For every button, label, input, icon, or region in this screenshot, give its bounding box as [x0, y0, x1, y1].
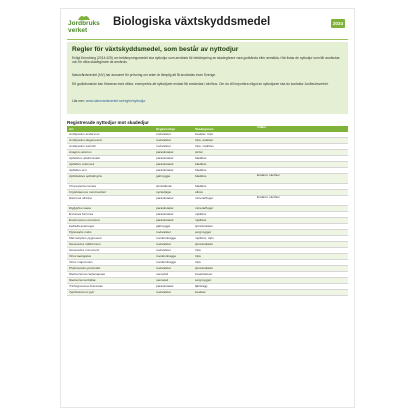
cell-skadegorare: bladlöss: [195, 174, 207, 178]
cell-organismtyp: rovkvalster: [156, 290, 171, 294]
cell-skadegorare: minerarflugor: [195, 206, 214, 210]
intro-box: [67, 42, 348, 114]
read-more-link[interactable]: www.naturvardsverket.se/regler/nyttodjur: [85, 99, 146, 103]
year-badge: 2024: [332, 21, 344, 26]
cell-organismtyp: gallmygga: [156, 174, 171, 178]
cell-organismtyp: rovkvalster: [156, 144, 171, 148]
cell-skadegorare: stritar: [195, 150, 203, 154]
cell-organismtyp: gallmygga: [156, 224, 171, 228]
cell-art: Amblyseius swirskii: [69, 144, 96, 148]
cell-skadegorare: trips: [195, 260, 201, 264]
cell-skadegorare: mjöllöss: [195, 218, 207, 222]
nyttodjur-table: [67, 126, 348, 296]
cell-organismtyp: nematod: [156, 272, 169, 276]
cell-organismtyp: rovkvalster: [156, 266, 171, 270]
cell-organismtyp: rovkvalster: [156, 242, 171, 246]
cell-art: Aphelinus abdominalis: [69, 156, 100, 160]
cell-organismtyp: stinkslända: [156, 184, 172, 188]
cell-art: Feltiella acarisuga: [69, 224, 94, 228]
header-cell-art: Art: [69, 127, 74, 131]
cell-villkor: Endast i växthus: [257, 196, 280, 199]
cell-art: Amblyseius andersoni: [69, 132, 100, 136]
cell-art: Amblyseius degenerans: [69, 138, 103, 142]
cell-organismtyp: parasitstekel: [156, 162, 174, 166]
cell-organismtyp: parasitstekel: [156, 218, 174, 222]
cell-organismtyp: nematod: [156, 278, 169, 282]
logo-line-2: verket: [68, 26, 88, 34]
cell-skadegorare: mjöllöss, trips: [195, 236, 214, 240]
cell-organismtyp: rovskinnbagge: [156, 254, 177, 258]
cell-skadegorare: spinnkvalster: [195, 224, 214, 228]
cell-skadegorare: mjöllöss: [195, 212, 207, 216]
cell-skadegorare: kvalster: [195, 290, 206, 294]
table-title: Registrerade nyttodjur mot skadedjur: [67, 120, 149, 125]
table-body: [67, 132, 348, 296]
cell-organismtyp: parasitstekel: [156, 150, 174, 154]
cell-art: Orius majusculus: [69, 260, 93, 264]
table-row: [67, 196, 348, 206]
cell-art: Neoseiulus cucumeris: [69, 248, 100, 252]
cell-villkor: Endast i växthus: [257, 174, 280, 177]
cell-skadegorare: bladlöss: [195, 162, 207, 166]
cell-art: Typhlodromus pyri: [69, 290, 95, 294]
cell-art: Encarsia formosa: [69, 212, 94, 216]
cell-skadegorare: bladlöss: [195, 156, 207, 160]
cell-art: Anagrus atomus: [69, 150, 92, 154]
cell-skadegorare: bladlöss: [195, 168, 207, 172]
cell-skadegorare: insektslarver: [195, 272, 213, 276]
cell-art: Phytoseiulus persimilis: [69, 266, 101, 270]
cell-skadegorare: sorgmyggor: [195, 230, 212, 234]
header-cell-villkor: Villkor: [257, 126, 267, 129]
cell-skadegorare: minerarflugor: [195, 196, 214, 200]
document-page: [60, 8, 355, 408]
cell-organismtyp: rovskinnbagge: [156, 260, 177, 264]
cell-art: Aphidoletes aphidimyza: [69, 174, 102, 178]
cell-organismtyp: parasitstekel: [156, 206, 174, 210]
intro-paragraph-2: Naturvårdsverket (NV) har ansvaret för prövning om arten är lämplig att få användas inom Sverige.: [72, 73, 217, 77]
cell-organismtyp: rovkvalster: [156, 248, 171, 252]
cell-skadegorare: trips, mjöllöss: [195, 144, 214, 148]
cell-art: Macrolophus pygmaeus: [69, 236, 102, 240]
cell-skadegorare: trips: [195, 254, 201, 258]
cell-organismtyp: rovskinnbagge: [156, 236, 177, 240]
cell-art: Steinernema feltiae: [69, 278, 96, 282]
document-title: Biologiska växtskyddsmedel: [113, 16, 271, 28]
cell-art: Orius laevigatus: [69, 254, 92, 258]
cell-organismtyp: rovkvalster: [156, 230, 171, 234]
document-header: [61, 9, 354, 37]
cell-art: Hypoaspis miles: [69, 230, 92, 234]
cell-art: Cryptolaemus montrouzieri: [69, 190, 106, 194]
cell-skadegorare: kvalster, trips: [195, 132, 214, 136]
logo-line-1: Jordbruks: [68, 20, 100, 27]
cell-organismtyp: parasitstekel: [156, 156, 174, 160]
cell-skadegorare: spinnkvalster: [195, 242, 214, 246]
cell-organismtyp: parasitstekel: [156, 168, 174, 172]
cell-skadegorare: bladlöss: [195, 184, 207, 188]
intro-paragraph-4: [72, 99, 343, 103]
cell-art: Steinernema carpocapsae: [69, 272, 106, 276]
read-more-label: Läs mer:: [72, 99, 85, 103]
cell-organismtyp: parasitstekel: [156, 284, 174, 288]
cell-skadegorare: ullöss: [195, 190, 203, 194]
intro-heading: Regler för växtskyddsmedel, som består av nyttodjur: [72, 46, 239, 53]
cell-art: Eretmocerus eremicus: [69, 218, 100, 222]
cell-art: Neoseiulus californicus: [69, 242, 101, 246]
header-divider: [67, 39, 348, 40]
cell-organismtyp: parasitstekel: [156, 212, 174, 216]
cell-art: Diglyphus isaea: [69, 206, 91, 210]
cell-organismtyp: rovkvalster: [156, 132, 171, 136]
cell-art: Chrysoperla carnea: [69, 184, 96, 188]
cell-art: Dacnusa sibirica: [69, 196, 92, 200]
cell-skadegorare: fjärilsägg: [195, 284, 208, 288]
header-cell-skadegorare: Skadegörare: [195, 127, 214, 131]
cell-art: Trichogramma brassicae: [69, 284, 103, 288]
cell-organismtyp: nyckelpiga: [156, 190, 171, 194]
cell-skadegorare: sorgmyggor: [195, 278, 212, 282]
jordbruksverket-logo: [68, 14, 102, 34]
table-row: [67, 174, 348, 184]
cell-skadegorare: trips: [195, 248, 201, 252]
cell-organismtyp: parasitstekel: [156, 196, 174, 200]
intro-paragraph-3: Ett godkännande kan försenas med villkor, exempelvis att nyttodjuret endast får användas i växthus. Om du vill importera något av nyttodjuren ska du kontakta Jordbruksverket.: [72, 82, 329, 86]
header-cell-organismtyp: Organismtyp: [156, 127, 176, 131]
cell-skadegorare: trips, kvalster: [195, 138, 214, 142]
table-row: [67, 290, 348, 296]
cell-art: Aphidius ervi: [69, 168, 87, 172]
cell-organismtyp: rovkvalster: [156, 138, 171, 142]
cell-skadegorare: spinnkvalster: [195, 266, 214, 270]
cell-art: Aphidius colemani: [69, 162, 95, 166]
intro-paragraph-1: Enligt förordning (2014:425) om bekämpningsmedel ska nyttodjur som används för bekämpning av skadegörare vara godkända eller anmälda. Här listas de nyttodjur som får användas och för vilka skadegörare de används.: [72, 56, 340, 65]
